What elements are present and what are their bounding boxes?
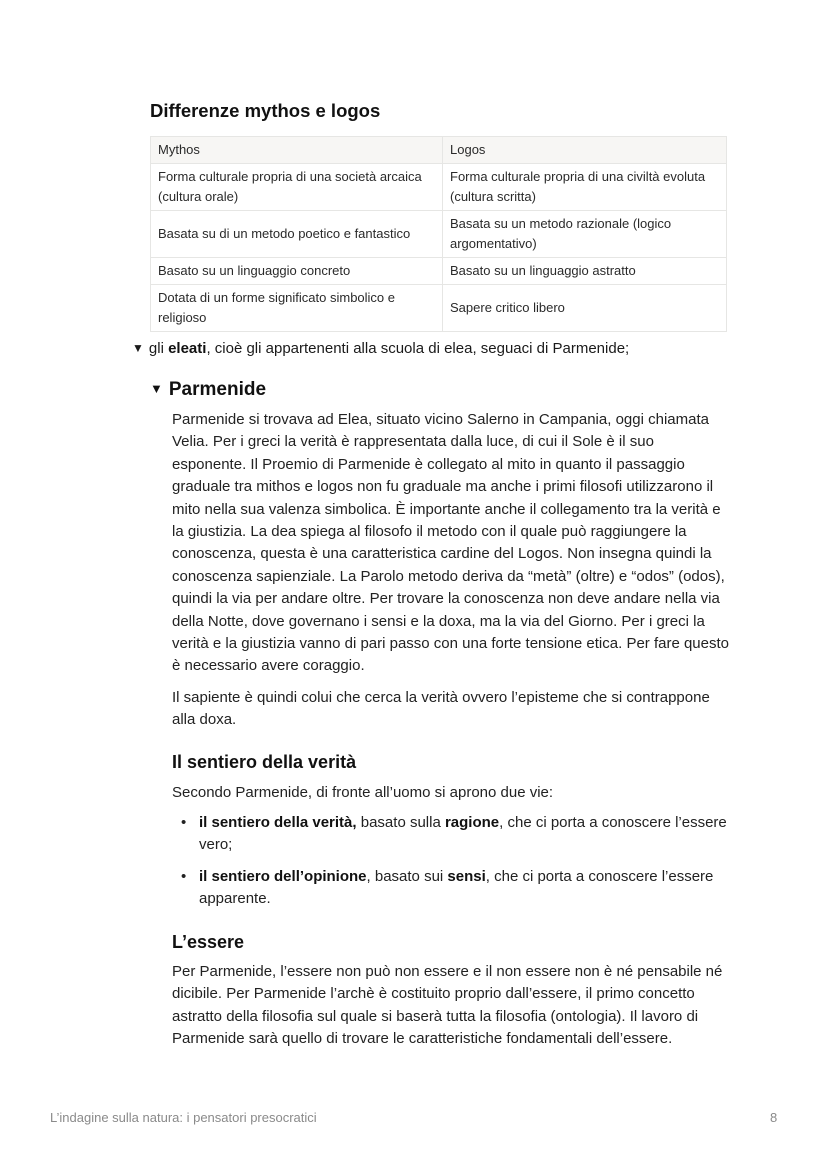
table-row bbox=[151, 164, 727, 211]
sentiero-heading: Il sentiero della verità bbox=[172, 752, 357, 772]
column-header-logos: Logos bbox=[443, 137, 727, 164]
eleati-bold: eleati bbox=[168, 340, 207, 357]
table-cell: Forma culturale propria di una società arcaica (cultura orale) bbox=[151, 164, 443, 211]
parmenide-paragraph-2 bbox=[172, 687, 732, 732]
item-bold: sensi bbox=[447, 867, 486, 885]
eleati-suffix: , cioè gli appartenenti alla scuola di elea, seguaci di Parmenide; bbox=[206, 340, 630, 357]
page-number: 8 bbox=[770, 1110, 778, 1125]
triangle-down-icon[interactable]: ▼ bbox=[150, 381, 163, 396]
comparison-table bbox=[150, 136, 727, 332]
footer-title: L’indagine sulla natura: i pensatori presocratici bbox=[50, 1110, 317, 1125]
item-text: , che ci porta a conoscere l’essere vero; bbox=[199, 814, 727, 854]
bullet-icon: • bbox=[181, 867, 187, 885]
item-text: , che ci porta a conoscere l’essere apparente. bbox=[199, 867, 714, 908]
table-row bbox=[151, 211, 727, 258]
table-cell: Forma culturale propria di una civiltà evoluta (cultura scritta) bbox=[443, 164, 727, 211]
triangle-down-icon[interactable]: ▼ bbox=[132, 341, 144, 355]
item-text: basato sulla bbox=[356, 814, 445, 831]
table-header-row bbox=[151, 137, 727, 164]
table-cell: Basato su un linguaggio concreto bbox=[151, 258, 443, 285]
list-item bbox=[172, 866, 732, 911]
sentiero-intro bbox=[172, 782, 732, 804]
eleati-prefix: gli bbox=[148, 340, 169, 357]
table-cell: Sapere critico libero bbox=[443, 285, 727, 332]
parmenide-paragraph-1 bbox=[172, 409, 732, 678]
section-title: Differenze mythos e logos bbox=[150, 100, 381, 121]
paragraph-text: Parmenide si trovava ad Elea, situato vicino Salerno in Campania, oggi chiamata Velia. Per i greci la verità è rappresentata dalla luce, di cui il Sole è il suo esponente. Il Proemio di Parmenide è collegato al mito in quanto il passaggio graduale tra mithos e logos non fu graduale ma anche i primi filosofi utilizzarono il mito nella sua valenza simbolica. È importante anche il collegamento tra la verità e la giustizia. La dea spiega al filosofo il metodo con il quale può raggiungere la conoscenza, questa è una caratteristica cardine del Logos. Non insegna quindi la conoscenza sapienziale. La Parolo metodo deriva da “metà” (oltre) e “odos” (odos), quindi la via per andare oltre. Per trovare la conoscenza non deve andare nella via della Notte, dove governano i sensi e la doxa, ma la via del Giorno. Per i greci la verità e la giustizia vanno di pari passo con una forte tensione etica. Per fare questo è necessario avere coraggio. bbox=[172, 411, 729, 675]
parmenide-title: Parmenide bbox=[168, 379, 267, 400]
essere-heading: L’essere bbox=[172, 932, 245, 952]
paragraph-text: Il sapiente è quindi colui che cerca la verità ovvero l’episteme che si contrappone alla doxa. bbox=[172, 689, 710, 729]
eleati-toggle[interactable] bbox=[132, 340, 629, 357]
parmenide-toggle-heading[interactable] bbox=[150, 379, 266, 401]
item-bold: il sentiero dell’opinione bbox=[199, 867, 367, 885]
item-text: , basato sui bbox=[366, 867, 448, 885]
essere-paragraph bbox=[172, 961, 732, 1051]
item-bold: il sentiero della verità, bbox=[199, 814, 357, 831]
vie-list bbox=[172, 812, 732, 920]
table-row bbox=[151, 285, 727, 332]
item-bold: ragione bbox=[444, 814, 500, 831]
paragraph-text: Secondo Parmenide, di fronte all’uomo si aprono due vie: bbox=[172, 784, 554, 801]
table-cell: Basata su un metodo razionale (logico argomentativo) bbox=[443, 211, 727, 258]
column-header-mythos: Mythos bbox=[151, 137, 443, 164]
bullet-icon: • bbox=[181, 814, 187, 831]
list-item bbox=[172, 812, 732, 857]
table-cell: Basata su di un metodo poetico e fantastico bbox=[151, 211, 443, 258]
paragraph-text: Per Parmenide, l’essere non può non essere e il non essere non è né pensabile né dicibile. Per Parmenide l’archè è costituito proprio dall’essere, il primo concetto astratto della filosofia sul quale si baserà tutta la filosofia (ontologia). Il lavoro di Parmenide sarà quello di trovare le caratteristiche fondamentali dell’essere. bbox=[172, 963, 723, 1048]
table-row bbox=[151, 258, 727, 285]
table-cell: Basato su un linguaggio astratto bbox=[443, 258, 727, 285]
table-cell: Dotata di un forme significato simbolico e religioso bbox=[151, 285, 443, 332]
